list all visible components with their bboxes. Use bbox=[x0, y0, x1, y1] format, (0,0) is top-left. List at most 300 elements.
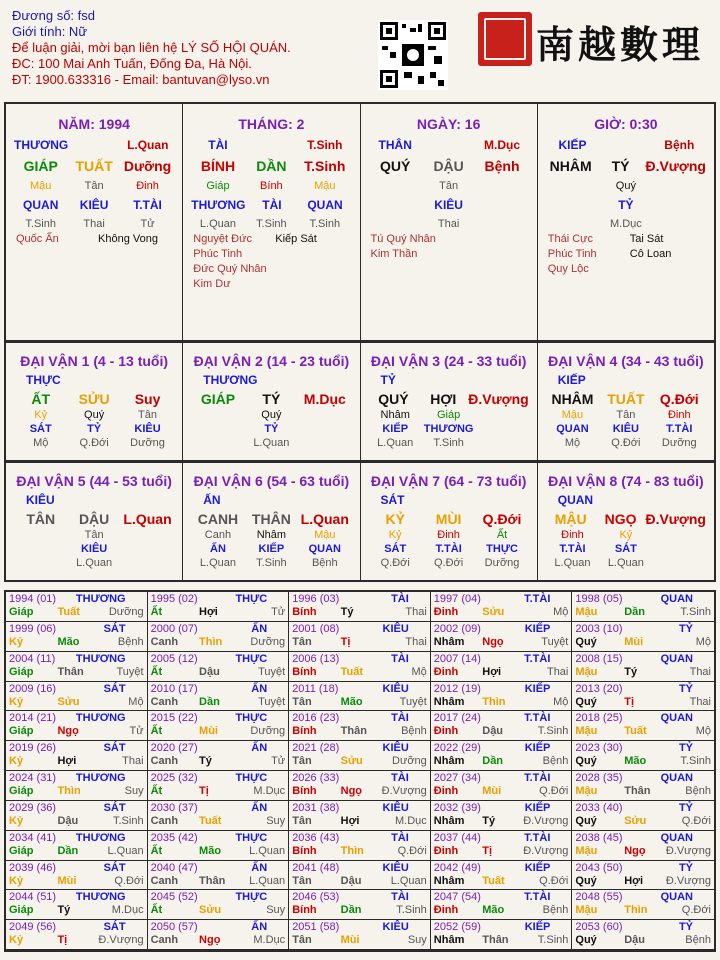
year-body bbox=[434, 934, 569, 946]
year-cell bbox=[289, 831, 431, 861]
year-head bbox=[434, 712, 569, 724]
dai-van-title: ĐẠI VẬN 7 (64 - 73 tuổi) bbox=[370, 473, 527, 489]
dai-van-god: QUAN bbox=[557, 493, 594, 507]
star-name: Quốc Ấn bbox=[16, 233, 59, 245]
year-head bbox=[151, 712, 286, 724]
year-god: T.TÀI bbox=[524, 652, 551, 665]
year-head bbox=[575, 623, 711, 635]
year-label: 2039 (46) bbox=[9, 861, 57, 874]
year-stage: Bệnh bbox=[401, 725, 427, 738]
year-stem: Bính bbox=[292, 665, 317, 678]
year-label: 2041 (48) bbox=[292, 861, 340, 874]
dai-van-god: TỶ bbox=[380, 373, 396, 387]
year-head bbox=[292, 921, 427, 933]
year-stage: Dưỡng bbox=[250, 725, 286, 738]
year-stem: Nhâm bbox=[433, 695, 465, 708]
dai-van-row3 bbox=[6, 423, 182, 435]
pillar-cell bbox=[475, 180, 528, 192]
pillar-column bbox=[538, 104, 714, 340]
year-god: THƯƠNG bbox=[75, 891, 126, 904]
year-body bbox=[292, 636, 427, 648]
dai-van-value: THỰC bbox=[486, 543, 518, 555]
year-body bbox=[292, 755, 427, 767]
pillar-cell: THƯƠNG bbox=[14, 138, 69, 152]
dai-van-value: GIÁP bbox=[200, 391, 236, 407]
year-stage: Tử bbox=[271, 606, 286, 618]
year-body bbox=[9, 606, 144, 618]
star-name: Thái Cực bbox=[547, 233, 594, 245]
year-head bbox=[9, 802, 144, 814]
year-label: 2032 (39) bbox=[433, 801, 481, 814]
year-stage: Suy bbox=[266, 814, 286, 827]
dai-van-value bbox=[14, 529, 67, 541]
dai-van-value: Q.Đới bbox=[79, 437, 109, 449]
year-stage: Tuyệt bbox=[258, 695, 286, 708]
pillar-row-h3 bbox=[361, 218, 537, 230]
year-god: SÁT bbox=[103, 682, 126, 695]
dai-van-value bbox=[14, 557, 67, 569]
dai-van-god: KIÊU bbox=[26, 493, 55, 507]
year-stem: Canh bbox=[150, 814, 179, 827]
year-cell bbox=[289, 861, 431, 891]
pillar-row-h1 bbox=[538, 180, 714, 192]
pillar-row-stems bbox=[361, 158, 537, 174]
year-branch: Hợi bbox=[482, 665, 502, 678]
year-head bbox=[151, 832, 286, 844]
dai-van-value bbox=[653, 557, 706, 569]
year-cell bbox=[289, 622, 431, 652]
year-branch: Dần bbox=[199, 695, 220, 708]
year-branch: Tý bbox=[340, 606, 354, 618]
year-branch: Sửu bbox=[482, 606, 505, 618]
pillar-cell: DẬU bbox=[433, 158, 464, 174]
year-body bbox=[575, 934, 711, 946]
year-cell bbox=[572, 682, 714, 712]
year-stem: Giáp bbox=[9, 606, 34, 618]
year-body bbox=[151, 934, 286, 946]
year-body bbox=[151, 755, 286, 767]
dai-van-cell bbox=[538, 463, 714, 580]
pillar-cell bbox=[653, 218, 706, 230]
year-branch: Dậu bbox=[624, 934, 645, 947]
year-body bbox=[151, 904, 286, 916]
year-label: 2034 (41) bbox=[9, 831, 57, 844]
pillar-cell: Bính bbox=[260, 180, 283, 192]
dai-van-value: ẤN bbox=[210, 543, 226, 555]
dai-van-value: Mộ bbox=[564, 437, 581, 449]
dai-van-god: THƯƠNG bbox=[203, 373, 258, 387]
year-stage: Mộ bbox=[695, 725, 711, 738]
year-god: KIẾP bbox=[524, 801, 551, 814]
dai-van-value bbox=[298, 437, 351, 449]
pillar-cell: Dưỡng bbox=[123, 158, 172, 174]
year-head bbox=[434, 891, 569, 903]
year-label: 2047 (54) bbox=[433, 891, 481, 904]
year-head bbox=[575, 891, 711, 903]
year-branch: Ngọ bbox=[624, 844, 646, 857]
dai-van-value: MÙI bbox=[435, 511, 462, 527]
year-head bbox=[151, 862, 286, 874]
header-line: Để luận giải, mời bạn liên hệ LÝ SỐ HỘI QUÁN. bbox=[12, 40, 291, 55]
year-branch: Dần bbox=[624, 606, 645, 618]
dai-van-value: Quý bbox=[84, 409, 105, 421]
dai-van-value: Q.Đới bbox=[659, 391, 699, 407]
star-name: Không Vong bbox=[98, 233, 158, 245]
year-cell bbox=[431, 890, 573, 920]
dai-van-row1 bbox=[361, 511, 537, 527]
pillar-cell: Bệnh bbox=[664, 138, 695, 152]
year-cell bbox=[431, 711, 573, 741]
year-label: 2028 (35) bbox=[575, 772, 623, 784]
star-name: Nguyệt Đức bbox=[193, 233, 252, 245]
year-cell bbox=[6, 592, 148, 622]
dai-van-value bbox=[475, 409, 528, 421]
year-cell bbox=[572, 741, 714, 771]
pillar-row-h1 bbox=[6, 180, 182, 192]
year-god: TỶ bbox=[678, 742, 693, 755]
year-branch: Sửu bbox=[199, 904, 222, 917]
year-body bbox=[9, 785, 144, 797]
year-stage: Tử bbox=[129, 725, 144, 738]
year-branch: Tị bbox=[624, 695, 634, 708]
year-head bbox=[292, 653, 427, 665]
year-god: THỰC bbox=[235, 891, 268, 904]
year-stem: Canh bbox=[150, 755, 179, 768]
year-stage: M.Dục bbox=[395, 814, 427, 827]
year-label: 2025 (32) bbox=[150, 772, 198, 784]
year-branch: Ngọ bbox=[340, 785, 363, 797]
year-label: 2042 (49) bbox=[433, 861, 481, 874]
year-cell bbox=[431, 652, 573, 682]
dai-van-value: KIÊU bbox=[80, 543, 108, 555]
dai-van-god: SÁT bbox=[380, 493, 405, 507]
year-branch: Tý bbox=[57, 904, 71, 917]
year-body bbox=[292, 785, 427, 797]
year-body bbox=[151, 666, 286, 678]
year-god: THỰC bbox=[235, 831, 268, 844]
pillar-title: THÁNG: 2 bbox=[238, 116, 305, 132]
pillar-cell: Quý bbox=[615, 180, 636, 192]
dai-van-row3 bbox=[361, 423, 537, 435]
year-stage: Dưỡng bbox=[108, 606, 144, 618]
year-stage: T.Sinh bbox=[537, 934, 569, 947]
year-branch: Tý bbox=[199, 755, 212, 768]
year-stem: Quý bbox=[575, 635, 597, 648]
year-god: TÀI bbox=[391, 712, 409, 725]
year-body bbox=[575, 785, 711, 797]
year-cell bbox=[431, 801, 573, 831]
year-cell bbox=[572, 801, 714, 831]
year-branch: Mão bbox=[57, 635, 80, 648]
year-label: 2033 (40) bbox=[575, 801, 623, 814]
year-stem: Canh bbox=[150, 874, 179, 887]
year-label: 2045 (52) bbox=[150, 891, 198, 904]
pillar-cell: KIẾP bbox=[558, 138, 587, 152]
pillar-cell: BÍNH bbox=[200, 158, 236, 174]
year-branch: Tuất bbox=[199, 814, 222, 827]
year-body bbox=[292, 606, 427, 618]
year-body bbox=[292, 666, 427, 678]
year-branch: Thân bbox=[482, 934, 509, 947]
star-name: Tú Quý Nhân bbox=[370, 233, 436, 245]
year-god: ẤN bbox=[251, 742, 268, 755]
dai-van-value: Mậu bbox=[314, 529, 336, 541]
year-label: 2016 (23) bbox=[292, 712, 340, 725]
year-body bbox=[9, 636, 144, 648]
year-branch: Dậu bbox=[199, 665, 220, 678]
pillar-cell bbox=[653, 198, 706, 212]
year-branch: Mùi bbox=[340, 934, 360, 947]
dai-van-value bbox=[191, 409, 244, 421]
four-pillars-table bbox=[4, 102, 716, 342]
dai-van-row2 bbox=[6, 529, 182, 541]
year-head bbox=[434, 921, 569, 933]
dai-van-title: ĐẠI VẬN 2 (14 - 23 tuổi) bbox=[193, 353, 350, 369]
dai-van-title: ĐẠI VẬN 3 (24 - 33 tuổi) bbox=[370, 353, 527, 369]
dai-van-cell bbox=[361, 343, 538, 460]
pillar-cell bbox=[546, 198, 599, 212]
year-branch: Mùi bbox=[57, 874, 77, 887]
pillar-cell: Mậu bbox=[30, 180, 52, 192]
dai-van-value: Q.Đới bbox=[482, 511, 522, 527]
year-body bbox=[575, 696, 711, 708]
year-body bbox=[434, 606, 569, 618]
dai-van-value bbox=[298, 423, 351, 435]
year-head bbox=[9, 862, 144, 874]
year-head bbox=[151, 683, 286, 695]
year-stage: M.Dục bbox=[111, 904, 144, 917]
year-body bbox=[9, 875, 144, 887]
pillar-row-gods bbox=[6, 138, 182, 152]
dai-van-row1 bbox=[183, 511, 359, 527]
year-body bbox=[9, 904, 144, 916]
dai-van-row1 bbox=[538, 511, 714, 527]
year-branch: Mùi bbox=[624, 635, 644, 648]
pillar-row-h3 bbox=[6, 218, 182, 230]
year-stem: Nhâm bbox=[433, 934, 465, 947]
year-label: 2053 (60) bbox=[575, 921, 623, 934]
pillar-cell: M.Dục bbox=[484, 138, 521, 152]
star-name: Tai Sát bbox=[629, 233, 664, 245]
dai-van-value: L.Quan bbox=[554, 557, 591, 569]
year-cell bbox=[289, 801, 431, 831]
dai-van-value: Tân bbox=[616, 409, 636, 421]
year-label: 2023 (30) bbox=[575, 742, 623, 755]
year-cell bbox=[431, 682, 573, 712]
year-stem: Quý bbox=[575, 695, 597, 708]
dai-van-value: T.TÀI bbox=[666, 423, 693, 435]
dai-van-value: Đ.Vượng bbox=[645, 511, 706, 527]
year-cell bbox=[148, 592, 290, 622]
dai-van-title: ĐẠI VẬN 4 (34 - 43 tuổi) bbox=[548, 353, 704, 369]
year-stage: Thai bbox=[405, 606, 427, 618]
star-name: Kiếp Sát bbox=[275, 233, 317, 245]
year-label: 2017 (24) bbox=[433, 712, 481, 725]
year-body bbox=[9, 755, 144, 767]
dai-van-row-2 bbox=[4, 462, 716, 582]
year-head bbox=[292, 832, 427, 844]
year-body bbox=[434, 904, 569, 916]
year-stage: M.Dục bbox=[253, 934, 286, 947]
year-body bbox=[151, 696, 286, 708]
year-cell bbox=[6, 920, 148, 950]
dai-van-value: Q.Đới bbox=[611, 437, 641, 449]
year-stem: Ất bbox=[150, 904, 163, 917]
year-branch: Dậu bbox=[340, 874, 362, 887]
pillar-cell bbox=[68, 138, 121, 152]
year-stage: L.Quan bbox=[249, 874, 286, 887]
year-god: T.TÀI bbox=[524, 831, 551, 844]
pillar-column bbox=[183, 104, 360, 340]
dai-van-row3 bbox=[183, 423, 359, 435]
dai-van-value: Dưỡng bbox=[130, 437, 165, 449]
pillar-cell bbox=[475, 198, 528, 212]
year-stage: L.Quan bbox=[249, 844, 286, 857]
dai-van-value: Quý bbox=[261, 409, 282, 421]
year-cell bbox=[289, 890, 431, 920]
year-cell bbox=[6, 801, 148, 831]
pillar-cell: QUÝ bbox=[380, 158, 411, 174]
year-god: QUAN bbox=[660, 712, 693, 725]
pillar-cell: DẦN bbox=[256, 158, 287, 174]
year-cell bbox=[431, 861, 573, 891]
year-stem: Đinh bbox=[433, 606, 459, 618]
year-stem: Canh bbox=[150, 635, 179, 648]
year-god: THƯƠNG bbox=[75, 652, 126, 665]
year-label: 2001 (08) bbox=[292, 622, 340, 635]
dai-van-value: SÁT bbox=[29, 423, 52, 435]
year-stem: Kỷ bbox=[9, 635, 24, 648]
year-label: 2044 (51) bbox=[9, 891, 57, 904]
year-stem: Bính bbox=[292, 785, 317, 797]
year-god: KIẾP bbox=[524, 921, 551, 934]
year-body bbox=[151, 725, 286, 737]
star-name: Phúc Tinh bbox=[547, 248, 597, 260]
dai-van-value: T.TÀI bbox=[435, 543, 462, 555]
year-label: 2029 (36) bbox=[9, 801, 57, 814]
dai-van-row1 bbox=[6, 391, 182, 407]
year-stem: Đinh bbox=[433, 844, 459, 857]
year-stage: Mộ bbox=[411, 665, 427, 678]
pillar-cell bbox=[369, 198, 422, 212]
year-head bbox=[151, 623, 286, 635]
year-cell bbox=[148, 831, 290, 861]
year-stage: T.Sinh bbox=[113, 814, 144, 827]
year-body bbox=[292, 696, 427, 708]
year-cell bbox=[148, 801, 290, 831]
dai-van-value: QUÝ bbox=[378, 391, 409, 407]
year-body bbox=[9, 934, 144, 946]
dai-van-value: Tân bbox=[138, 409, 158, 421]
year-branch: Mão bbox=[624, 755, 647, 768]
year-god: THỰC bbox=[235, 652, 268, 665]
pillar-row-h2 bbox=[361, 198, 537, 212]
year-label: 2000 (07) bbox=[150, 622, 198, 635]
dai-van-value: L.Quan bbox=[199, 557, 236, 569]
dai-van-cell bbox=[6, 463, 183, 580]
year-body bbox=[434, 785, 569, 797]
year-cell bbox=[431, 592, 573, 622]
year-branch: Mão bbox=[482, 904, 505, 917]
year-stage: Bệnh bbox=[542, 755, 569, 768]
year-cell bbox=[572, 652, 714, 682]
year-stem: Mậu bbox=[575, 606, 598, 618]
year-cell bbox=[289, 592, 431, 622]
year-label: 2050 (57) bbox=[150, 921, 198, 934]
year-label: 2013 (20) bbox=[575, 682, 623, 695]
dai-van-cell bbox=[183, 343, 360, 460]
year-branch: Ngọ bbox=[57, 725, 79, 738]
year-branch: Dần bbox=[340, 904, 362, 917]
year-god: THỰC bbox=[235, 593, 268, 605]
header-line: Giới tính: Nữ bbox=[12, 24, 88, 39]
dai-van-value: M.Dục bbox=[303, 391, 346, 407]
pillar-row-h2 bbox=[183, 198, 359, 212]
dai-van-value bbox=[14, 543, 67, 555]
year-label: 2043 (50) bbox=[575, 861, 623, 874]
year-branch: Thìn bbox=[482, 695, 506, 708]
star-name: Đức Quý Nhân bbox=[193, 263, 267, 275]
pillar-cell bbox=[546, 218, 599, 230]
year-cell bbox=[572, 831, 714, 861]
header-line: ĐT: 1900.633316 - Email: bantuvan@lyso.vn bbox=[12, 72, 270, 87]
year-cell bbox=[572, 711, 714, 741]
dai-van-value: SÁT bbox=[614, 543, 637, 555]
dai-van-row2 bbox=[6, 409, 182, 421]
pillar-row-stems bbox=[183, 158, 359, 174]
year-cell bbox=[431, 741, 573, 771]
year-stage: Suy bbox=[407, 934, 427, 947]
dai-van-row4 bbox=[183, 557, 359, 569]
pillar-cell: T.Sinh bbox=[25, 218, 56, 230]
year-god: TÀI bbox=[391, 652, 409, 665]
year-stem: Kỷ bbox=[9, 874, 24, 887]
dai-van-value: Bệnh bbox=[311, 557, 338, 569]
year-head bbox=[434, 623, 569, 635]
year-god: SÁT bbox=[103, 622, 126, 635]
dai-van-value: Canh bbox=[204, 529, 232, 541]
year-god: T.TÀI bbox=[524, 593, 551, 605]
year-branch: Thìn bbox=[199, 635, 223, 648]
dai-van-value: L.Quan bbox=[76, 557, 113, 569]
year-stage: Q.Đới bbox=[539, 874, 569, 887]
dai-van-row1 bbox=[183, 391, 359, 407]
year-god: T.TÀI bbox=[524, 891, 551, 904]
year-cell bbox=[289, 652, 431, 682]
year-stage: Suy bbox=[266, 904, 286, 917]
dai-van-row-1 bbox=[4, 342, 716, 462]
pillar-stars-b bbox=[630, 232, 672, 262]
dai-van-row1 bbox=[361, 391, 537, 407]
pillar-cell: THƯƠNG bbox=[191, 198, 246, 212]
pillar-cell bbox=[653, 180, 706, 192]
year-stem: Giáp bbox=[9, 844, 34, 857]
dai-van-value: L.Quan bbox=[607, 557, 644, 569]
year-branch: Thân bbox=[199, 874, 226, 887]
year-label: 2035 (42) bbox=[150, 831, 198, 844]
year-branch: Mùi bbox=[482, 785, 502, 797]
year-branch: Tý bbox=[624, 665, 638, 678]
year-body bbox=[151, 845, 286, 857]
year-head bbox=[151, 772, 286, 784]
dai-van-cell bbox=[183, 463, 360, 580]
pillar-row-stems bbox=[538, 158, 714, 174]
year-label: 2019 (26) bbox=[9, 742, 57, 755]
year-label: 1999 (06) bbox=[9, 622, 57, 635]
pillar-cell: Thai bbox=[437, 218, 460, 230]
year-head bbox=[434, 862, 569, 874]
dai-van-value: TỶ bbox=[264, 423, 279, 435]
